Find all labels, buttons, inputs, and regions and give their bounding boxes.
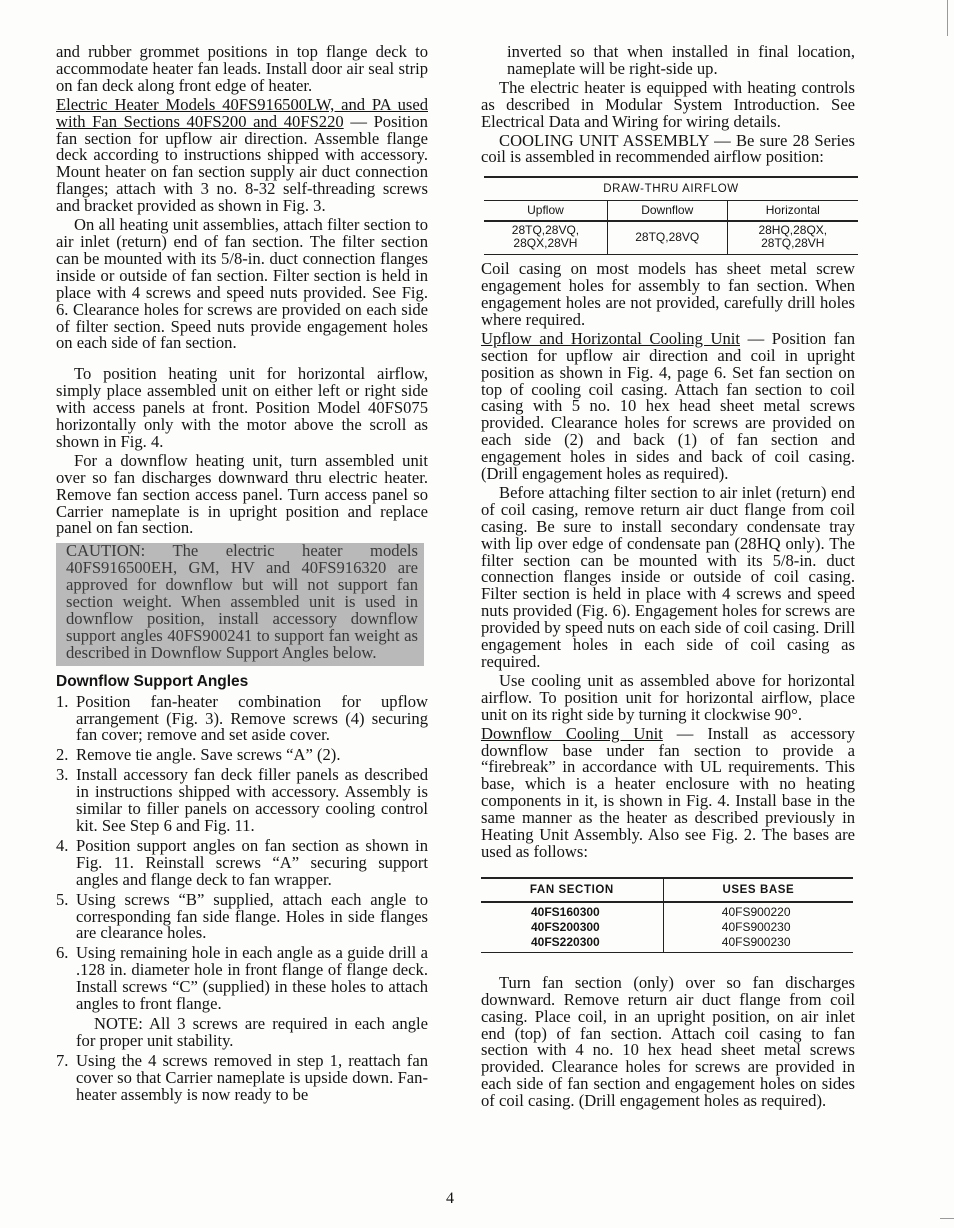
paragraph-body: — Position fan section for upflow air direction and coil in upright position as shown in Fig. 4, page 6. Set fan section on top of cooling coil casing. Attach fan section to coil casing with 5 no. 10 hex head sheet metal screws provided. Clearance holes for screws are provided on each side (2) and back (1) of fan section and engagement holes in sides and back of coil casing. (Drill engagement holes as required). <box>481 328 855 484</box>
list-item <box>56 767 428 835</box>
paragraph: Turn fan section (only) over so fan discharges downward. Remove return air duct flange from coil casing. Place coil, in an upright position, on air inlet end (top) of fan section. Attach coil casing to fan section with 4 no. 10 hex head sheet metal screws provided. Clearance holes for screws are provided in each side of fan section and engagement holes on sides of coil casing. (Drill engagement holes as required). <box>481 972 855 1111</box>
paragraph: COOLING UNIT ASSEMBLY — Be sure 28 Series coil is assembled in recommended airflow position: <box>481 130 855 167</box>
step-number: 4. <box>56 835 69 855</box>
table-cell: 40FS900220 <box>663 902 853 920</box>
note: NOTE: All 3 screws are required in each angle for proper unit stability. <box>76 1013 428 1050</box>
paragraph-body: — Position fan section for upflow air direction. Assemble flange deck according to instructions shipped with accessory. Mount heater on fan section supply air duct connection flanges; attach with 3 no. 8-32 self-threading screws and bracket provided as shown in Fig. 3. <box>56 111 428 216</box>
table-cell: 40FS220300 <box>481 935 663 953</box>
page-number: 4 <box>446 1190 454 1207</box>
fan-section-bases-table <box>481 877 853 953</box>
paragraph: Use cooling unit as assembled above for horizontal airflow. To position unit for horizontal airflow, place unit on its right side by turning it clockwise 90°. <box>481 670 855 724</box>
section-heading: Downflow Cooling Unit <box>481 723 663 743</box>
step-text: Using screws “B” supplied, attach each angle to corresponding fan side flange. Holes in side flanges are clearance holes. <box>76 889 428 943</box>
scan-edge-mark <box>940 1218 954 1219</box>
table-caption: DRAW-THRU AIRFLOW <box>484 177 858 200</box>
list-item <box>56 835 428 889</box>
table-header: Upflow <box>484 201 607 221</box>
section-heading: Downflow Support Angles <box>56 672 249 690</box>
step-number: 7. <box>56 1050 69 1070</box>
step-text: Position fan-heater combination for upflow arrangement (Fig. 3). Remove screws (4) securing fan cover; remove and set aside cover. <box>76 691 428 745</box>
step-number: 2. <box>56 745 69 765</box>
step-number: 1. <box>56 691 69 711</box>
table-cell: 40FS900230 <box>663 920 853 935</box>
table-header: Downflow <box>607 201 727 221</box>
table-cell: 28TQ,28VQ, 28QX,28VH <box>484 221 607 255</box>
list-item <box>56 1050 428 1104</box>
table-cell: 28HQ,28QX, 28TQ,28VH <box>727 221 858 255</box>
table-header: FAN SECTION <box>481 878 663 902</box>
caution-box: CAUTION: The electric heater models 40FS916500EH, GM, HV and 40FS916320 are approved for downflow but will not support fan section weight. When assembled unit is used in downflow position, install accessory downflow support angles 40FS900241 to support fan weight as described in Downflow Support Angles below. <box>56 543 424 665</box>
paragraph-body: — Install as accessory downflow base under fan section to provide a “firebreak” in accordance with UL requirements. This base, which is a heater enclosure with no heating components in it, is shown in Fig. 4. Install base in the same manner as the heater as described previously in Heating Unit Assembly. Also see Fig. 2. The bases are used as follows: <box>481 723 855 861</box>
table-cell: 40FS160300 <box>531 904 600 919</box>
table-header: USES BASE <box>663 878 853 902</box>
table-cell: 40FS200300 <box>531 919 600 934</box>
paragraph: To position heating unit for horizontal airflow, simply place assembled unit on either left or right side with access panels at front. Position Model 40FS075 horizontally only with the motor above the scroll as shown in Fig. 4. <box>56 364 428 451</box>
paragraph: inverted so that when installed in final location, nameplate will be right-side up. <box>507 42 855 78</box>
paragraph: Before attaching filter section to air inlet (return) end of coil casing, remove return air duct flange from coil casing. Be sure to install secondary condensate tray with lip over edge of condensate pan (28HQ only). The filter section can be mounted with its 5/8-in. duct connection flanges inside or outside of coil casing. Filter section is held in place with 4 screws and speed nuts provided (Fig. 6). Engagement holes for screws are provided by speed nuts on each side of coil casing. Drill engagement holes in each side of coil casing as required. <box>481 482 855 671</box>
step-text: Remove tie angle. Save screws “A” (2). <box>76 745 341 765</box>
section-heading: Electric Heater Models 40FS916500LW, and PA used with Fan Sections 40FS200 and 40FS220 <box>56 94 428 131</box>
scan-edge-mark <box>947 0 948 36</box>
list-item <box>56 747 428 764</box>
steps-list <box>56 691 428 1104</box>
draw-thru-airflow-table <box>484 176 858 255</box>
paragraph <box>481 328 855 484</box>
section-heading: Upflow and Horizontal Cooling Unit <box>481 328 740 348</box>
paragraph <box>481 723 855 861</box>
paragraph <box>56 94 428 216</box>
paragraph: Coil casing on most models has sheet metal screw engagement holes for assembly to fan section. When engagement holes are not provided, carefully drill holes where required. <box>481 259 855 329</box>
right-column <box>481 44 855 1110</box>
table-cell: 28TQ,28VQ <box>607 221 727 255</box>
step-number: 6. <box>56 943 69 963</box>
paragraph: and rubber grommet positions in top flange deck to accommodate heater fan leads. Install door air seal strip on fan deck along front edge of heater. <box>56 42 428 95</box>
step-text: Using the 4 screws removed in step 1, reattach fan cover so that Carrier nameplate is upside down. Fan-heater assembly is now ready to be <box>76 1050 428 1104</box>
step-text: Install accessory fan deck filler panels as described in instructions shipped with accessory. Assembly is similar to filler panels on accessory cooling control kit. See Step 6 and Fig. 11. <box>76 765 428 835</box>
table-row <box>481 902 853 920</box>
table-cell: 40FS900230 <box>663 935 853 953</box>
table-row <box>481 920 853 935</box>
step-number: 3. <box>56 765 69 785</box>
list-item <box>56 691 428 745</box>
step-text: Using remaining hole in each angle as a guide drill a .128 in. diameter hole in front flange of flange deck. Install screws “C” (supplied) in these holes to attach angles to front flange. <box>76 943 428 1014</box>
step-text: Position support angles on fan section as shown in Fig. 11. Reinstall screws “A” securing support angles and flange deck to fan wrapper. <box>76 835 428 889</box>
left-column <box>56 44 428 1103</box>
step-number: 5. <box>56 889 69 909</box>
list-item <box>56 889 428 943</box>
paragraph: For a downflow heating unit, turn assembled unit over so fan discharges downward thru electric heater. Remove fan section access panel. Turn access panel so Carrier nameplate is in upright position and replace panel on fan section. <box>56 450 428 538</box>
table-row <box>481 935 853 953</box>
paragraph: On all heating unit assemblies, attach filter section to air inlet (return) end of fan section. The filter section can be mounted with its 5/8-in. duct connection flanges inside or outside of fan section. Filter section is held in place with 4 screws and speed nuts provided. See Fig. 6. Clearance holes for screws are provided on each side of filter section. Speed nuts provide engagement holes on each side of fan section. <box>56 215 428 353</box>
list-item <box>56 945 428 1049</box>
table-header: Horizontal <box>727 201 858 221</box>
paragraph: The electric heater is equipped with heating controls as described in Modular System Introduction. See Electrical Data and Wiring for wiring details. <box>481 77 855 131</box>
